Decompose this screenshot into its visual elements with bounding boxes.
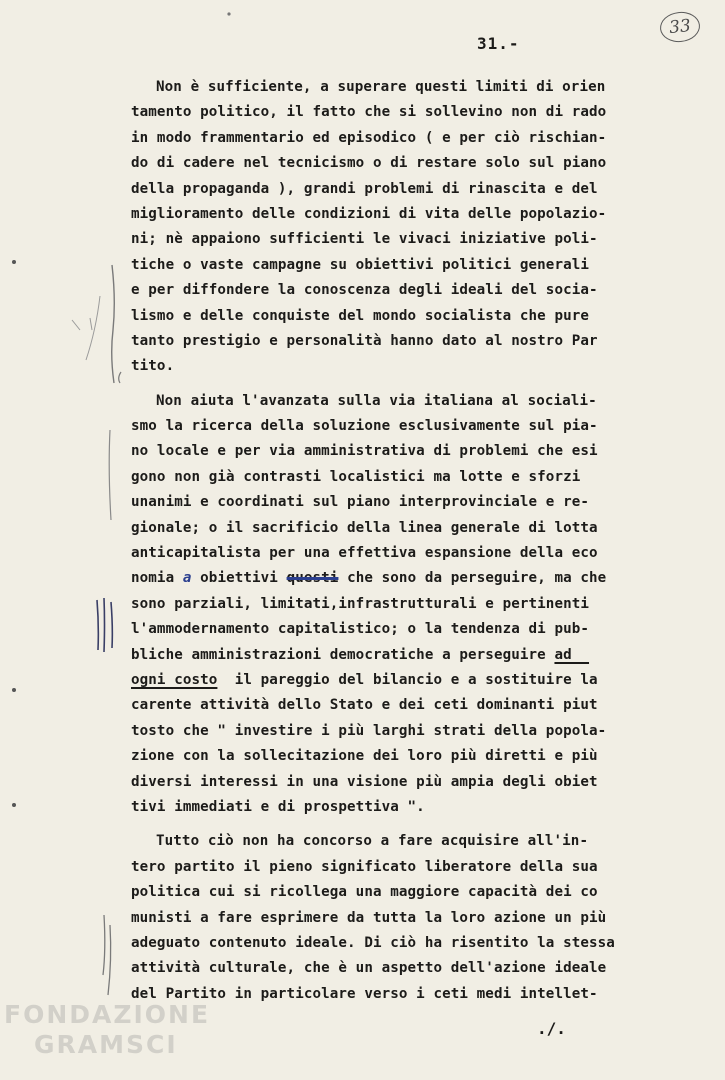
text-line: bliche amministrazioni democratiche a perseguire ad bbox=[131, 646, 590, 663]
text-line: miglioramento delle condizioni di vita delle popolazio- bbox=[131, 205, 607, 222]
text-line: adeguato contenuto ideale. Di ciò ha risentito la stessa bbox=[131, 934, 615, 951]
text-line: e per diffondere la conoscenza degli ideali del socia- bbox=[131, 282, 598, 299]
text-line: tamento politico, il fatto che si sollevino non di rado bbox=[131, 104, 607, 121]
text-line: anticapitalista per una effettiva espansione della eco bbox=[131, 545, 598, 562]
text-line: gionale; o il sacrificio della linea generale di lotta bbox=[131, 519, 598, 536]
margin-line-mark bbox=[109, 430, 111, 520]
text-line: tero partito il pieno significato liberatore della sua bbox=[131, 858, 598, 875]
text-line: l'ammodernamento capitalistico; o la tendenza di pub- bbox=[131, 621, 590, 638]
text-line: politica cui si ricollega una maggiore capacità dei co bbox=[131, 884, 598, 901]
text-line: lismo e delle conquiste del mondo socialista che pure bbox=[131, 307, 590, 324]
text-line: tosto che " investire i più larghi strati della popola- bbox=[131, 722, 607, 739]
text-line: munisti a fare esprimere da tutta la loro azione un più bbox=[131, 909, 607, 926]
text-line: del Partito in particolare verso i ceti medi intellet- bbox=[131, 985, 598, 1002]
text-line: Non è sufficiente, a superare questi limiti di orien bbox=[156, 79, 606, 95]
underlined-text: ogni costo bbox=[131, 671, 218, 688]
text-line-annotated: nomia a obiettivi questi che sono da perseguire, ma che bbox=[131, 570, 607, 587]
paper-speck bbox=[12, 803, 16, 807]
margin-tick-mark bbox=[72, 320, 80, 330]
text-line: tanto prestigio e personalità hanno dato al nostro Par bbox=[131, 332, 598, 349]
margin-line-mark bbox=[104, 598, 105, 652]
text-line: unanimi e coordinati sul piano interprovinciale e re- bbox=[131, 494, 590, 511]
text-line: sono parziali, limitati,infrastrutturali e pertinenti bbox=[131, 595, 590, 612]
margin-line-mark bbox=[108, 925, 111, 995]
paper-speck bbox=[12, 688, 16, 692]
margin-line-mark bbox=[103, 915, 105, 975]
text-line: zione con la sollecitazione dei loro più diretti e più bbox=[131, 748, 598, 765]
text-line: in modo frammentario ed episodico ( e per ciò rischian- bbox=[131, 129, 607, 146]
text-line: Tutto ciò non ha concorso a fare acquisire all'in- bbox=[156, 833, 589, 850]
paper-speck bbox=[227, 12, 230, 15]
archive-number-stamp: 33 bbox=[659, 10, 702, 44]
margin-line-mark bbox=[97, 600, 98, 650]
archive-watermark: FONDAZIONE GRAMSCI bbox=[4, 1000, 211, 1059]
text-line: carente attività dello Stato e dei ceti dominanti piut bbox=[131, 697, 598, 714]
text-line: no locale e per via amministrativa di problemi che esi bbox=[131, 443, 598, 460]
handwritten-annotation: a bbox=[182, 570, 192, 587]
struck-out-word: questi bbox=[286, 570, 339, 587]
text-line: ni; nè appaiono sufficienti le vivaci iniziative poli- bbox=[131, 231, 598, 248]
text-line: Non aiuta l'avanzata sulla via italiana al sociali- bbox=[156, 392, 597, 409]
text-line: ogni costo il pareggio del bilancio e a sostituire la bbox=[131, 671, 598, 688]
text-line: tito. bbox=[131, 358, 175, 375]
paper-speck bbox=[12, 260, 16, 264]
text-line: gono non già contrasti localistici ma lotte e sforzi bbox=[131, 468, 581, 485]
text-line: attività culturale, che è un aspetto dell'azione ideale bbox=[131, 960, 607, 977]
text-line: della propaganda ), grandi problemi di rinascita e del bbox=[131, 180, 598, 197]
margin-line-mark bbox=[112, 265, 115, 383]
margin-line-mark bbox=[111, 602, 112, 648]
text-line: tiche o vaste campagne su obiettivi politici generali bbox=[131, 256, 590, 273]
text-line: smo la ricerca della soluzione esclusivamente sul pia- bbox=[131, 418, 598, 435]
text-line: do di cadere nel tecnicismo o di restare solo sul piano bbox=[131, 155, 607, 172]
text-line: tivi immediati e di prospettiva ". bbox=[131, 798, 425, 815]
margin-line-mark bbox=[119, 372, 121, 383]
margin-tick-mark bbox=[86, 296, 100, 360]
page-number: 31.- bbox=[477, 34, 520, 53]
continuation-mark: ./. bbox=[537, 1019, 566, 1038]
margin-tick-mark bbox=[90, 318, 92, 330]
text-line: diversi interessi in una visione più ampia degli obiet bbox=[131, 773, 598, 790]
underlined-text: ad bbox=[554, 646, 590, 663]
